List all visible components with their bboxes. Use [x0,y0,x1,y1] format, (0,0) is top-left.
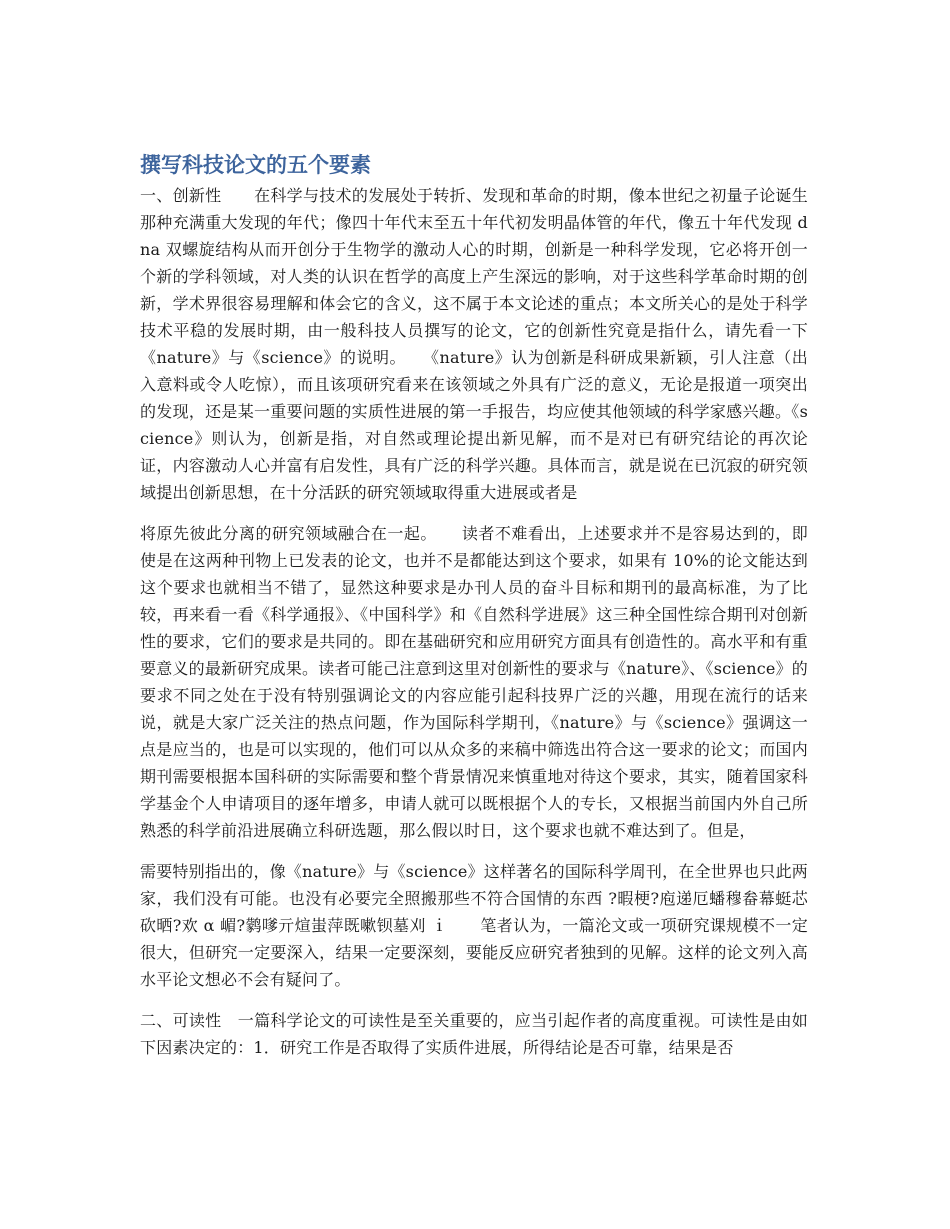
document-title: 撰写科技论文的五个要素 [140,153,371,177]
paragraph-innovation-continued: 将原先彼此分离的研究领域融合在一起。 读者不难看出，上述要求并不是容易达到的，即使是在这两种刊物上已发表的论文，也并不是都能达到这个要求，如果有 10%的论文能达到这个要求也就相当不错了，显然这种要求是办刊人员的奋斗目标和期刊的最高标准，为了比较，再来看一看《科学通报》、《中国科学》和《自然科学进展》这三种全国性综合期刊对创新性的要求，它们的要求是共同的。即在基础研究和应用研究方面具有创造性的。高水平和有重要意义的最新研究成果。读者可能己注意到这里对创新性的要求与《nature》、《science》的要求不同之处在于没有特别强调论文的内容应能引起科技界广泛的兴趣，用现在流行的话来说，就是大家广泛关注的热点问题，作为国际科学期刊，《nature》与《science》强调这一点是应当的，也是可以实现的，他们可以从众多的来稿中筛选出符合这一要求的论文；而国内期刊需要根据本国科研的实际需要和整个背景情况来慎重地对待这个要求，其实，随着国家科学基金个人申请项目的逐年增多，申请人就可以既根据个人的专长，又根据当前国内外自己所熟悉的科学前沿进展确立科研选题，那么假以时日，这个要求也就不难达到了。但是， [140,524,808,840]
paragraph-innovation-note: 需要特别指出的，像《nature》与《science》这样著名的国际科学周刊，在全世界也只此两家，我们没有可能。也没有必要完全照搬那些不符合国情的东西 ?暇梗?庖递厄蟠穆畚幕蜓芯砍晒?欢 α 嵋?鹲嗲亓煊蚩萍既嗽钡墓刈 ｉ 笔者认为，一篇沦文或一项研究课规模不一定很大，但研究一定要深入，结果一定要深刻，要能反应研究者独到的见解。这样的论文列入高水平论文想必不会有疑问了。 [140,862,808,989]
paragraph-innovation: 一、创新性 在科学与技术的发展处于转折、发现和革命的时期，像本世纪之初量子论诞生那种充满重大发现的年代；像四十年代末至五十年代初发明晶体管的年代，像五十年代发现 dna 双螺旋结构从而开创分于生物学的激动人心的时期，创新是一种科学发现，它必将开创一个新的学科领域，对人类的认识在哲学的高度上产生深远的影响，对于这些科学革命时期的创新，学术界很容易理解和体会它的含义，这不属于本文论述的重点；本文所关心的是处于科学技术平稳的发展时期，由一般科技人员撰写的论文，它的创新性究竟是指什么，请先看一下《nature》与《science》的说明。 《nature》认为创新是科研成果新颖，引人注意（出入意料或令人吃惊），而且该项研究看来在该领域之外具有广泛的意义，无论是报道一项突出的发现，还是某一重要问题的实质性进展的第一手报告，均应使其他领域的科学家感兴趣。《science》则认为，创新是指，对自然或理论提出新见解，而不是对已有研究结论的再次论证，内容激动人心并富有启发性，具有广泛的科学兴趣。具体而言，就是说在已沉寂的研究领域提出创新思想，在十分活跃的研究领域取得重大进展或者是 [140,186,808,502]
paragraph-readability: 二、可读性 一篇科学论文的可读性是至关重要的，应当引起作者的高度重视。可读性是由如下因素决定的：1．研究工作是否取得了实质件进展，所得结论是否可靠，结果是否 [140,1011,808,1057]
document-page [140,150,808,1075]
